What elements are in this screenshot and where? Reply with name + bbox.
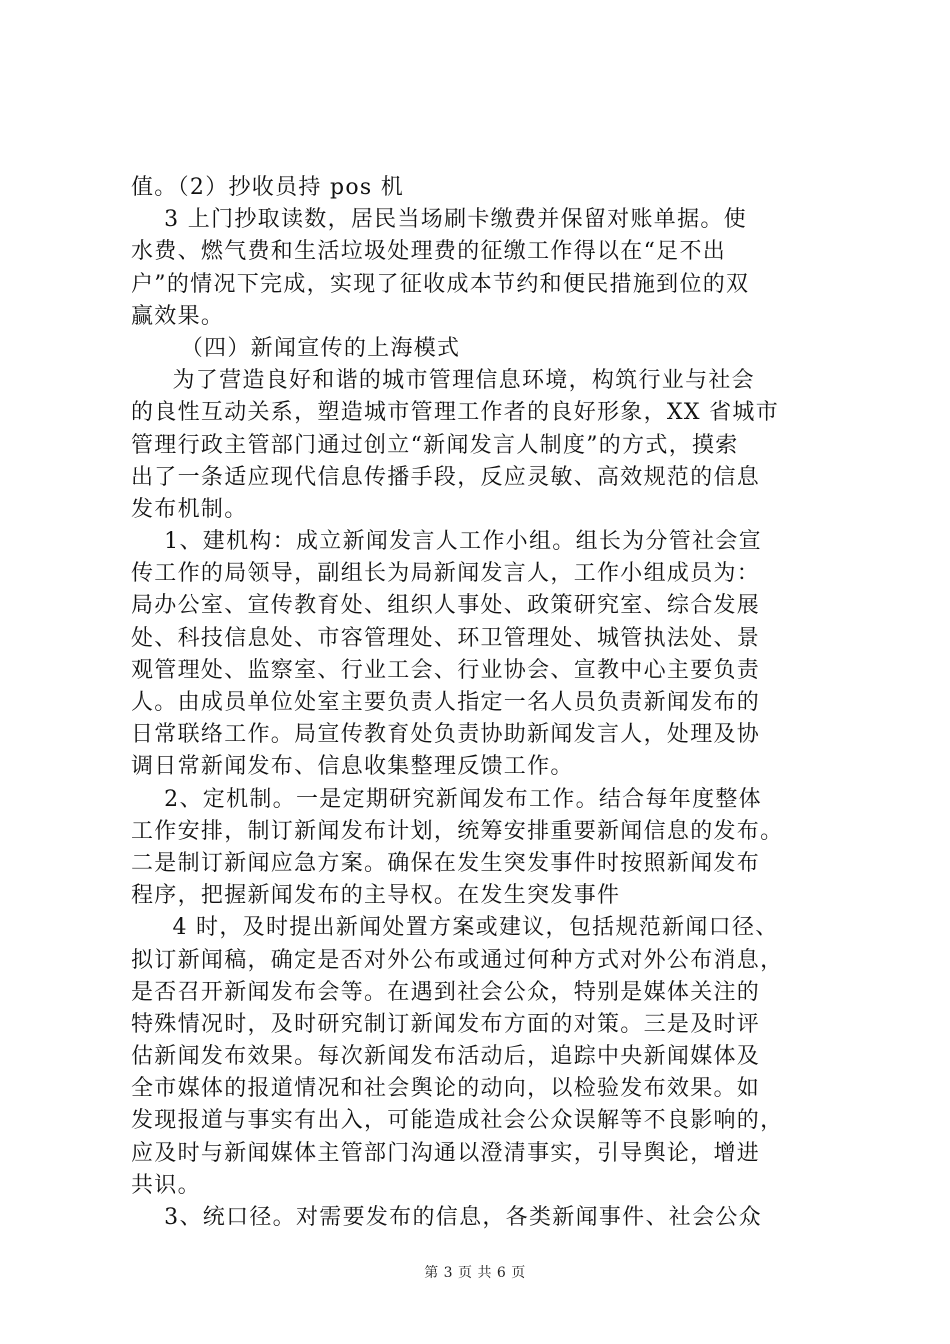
text-line: 2、定机制。一是定期研究新闻发布工作。结合每年度整体 [131, 786, 762, 812]
text-line: 3 上门抄取读数，居民当场刷卡缴费并保留对账单据。使 [131, 207, 747, 233]
text-line: 值。（2）抄收员持 pos 机 [131, 175, 405, 200]
text-line: （四）新闻宣传的上海模式 [131, 335, 461, 361]
text-line: 户”的情况下完成，实现了征收成本节约和便民措施到位的双 [131, 271, 750, 297]
page-footer: 第 3 页 共 6 页 [424, 1265, 526, 1281]
text-line: 估新闻发布效果。每次新闻发布活动后，追踪中央新闻媒体及 [131, 1044, 761, 1070]
text-line: 的良性互动关系，塑造城市管理工作者的良好形象，XX 省城市 [131, 400, 780, 426]
text-line: 日常联络工作。局宣传教育处负责协助新闻发言人，处理及协 [131, 722, 761, 748]
text-line: 传工作的局领导，副组长为局新闻发言人，工作小组成员为： [131, 561, 761, 587]
text-line: 处、科技信息处、市容管理处、环卫管理处、城管执法处、景 [131, 625, 761, 651]
text-line: 管理行政主管部门通过创立“新闻发言人制度”的方式，摸索 [131, 432, 739, 458]
text-line: 是否召开新闻发布会等。在遇到社会公众，特别是媒体关注的 [131, 979, 761, 1005]
text-line: 发现报道与事实有出入，可能造成社会公众误解等不良影响的， [131, 1108, 784, 1134]
text-line: 赢效果。 [131, 303, 225, 329]
text-line: 人。由成员单位处室主要负责人指定一名人员负责新闻发布的 [131, 690, 761, 715]
text-line: 工作安排，制订新闻发布计划，统筹安排重要新闻信息的发布。 [131, 818, 784, 844]
text-line: 4 时，及时提出新闻处置方案或建议，包括规范新闻口径、 [131, 915, 779, 941]
text-line: 应及时与新闻媒体主管部门沟通以澄清事实，引导舆论，增进 [131, 1140, 761, 1166]
text-line: 观管理处、监察室、行业工会、行业协会、宣教中心主要负责 [131, 657, 761, 683]
text-line: 局办公室、宣传教育处、组织人事处、政策研究室、综合发展 [131, 593, 761, 619]
document-body [131, 172, 831, 1234]
text-line: 出了一条适应现代信息传播手段，反应灵敏、高效规范的信息 [131, 464, 761, 490]
text-line: 为了营造良好和谐的城市管理信息环境，构筑行业与社会 [131, 368, 755, 394]
text-line: 拟订新闻稿，确定是否对外公布或通过何种方式对外公布消息， [131, 947, 784, 973]
text-line: 调日常新闻发布、信息收集整理反馈工作。 [131, 754, 574, 780]
text-line: 发布机制。 [131, 496, 248, 522]
text-line: 水费、燃气费和生活垃圾处理费的征缴工作得以在“足不出 [131, 239, 727, 265]
text-line: 二是制订新闻应急方案。确保在发生突发事件时按照新闻发布 [131, 850, 761, 876]
text-line: 特殊情况时，及时研究制订新闻发布方面的对策。三是及时评 [131, 1011, 761, 1037]
text-line: 全市媒体的报道情况和社会舆论的动向，以检验发布效果。如 [131, 1076, 761, 1102]
text-line: 3、统口径。对需要发布的信息，各类新闻事件、社会公众 [131, 1205, 762, 1230]
text-line: 程序，把握新闻发布的主导权。在发生突发事件 [131, 883, 621, 909]
text-line: 1、建机构：成立新闻发言人工作小组。组长为分管社会宣 [131, 529, 762, 555]
text-line: 共识。 [131, 1172, 201, 1198]
